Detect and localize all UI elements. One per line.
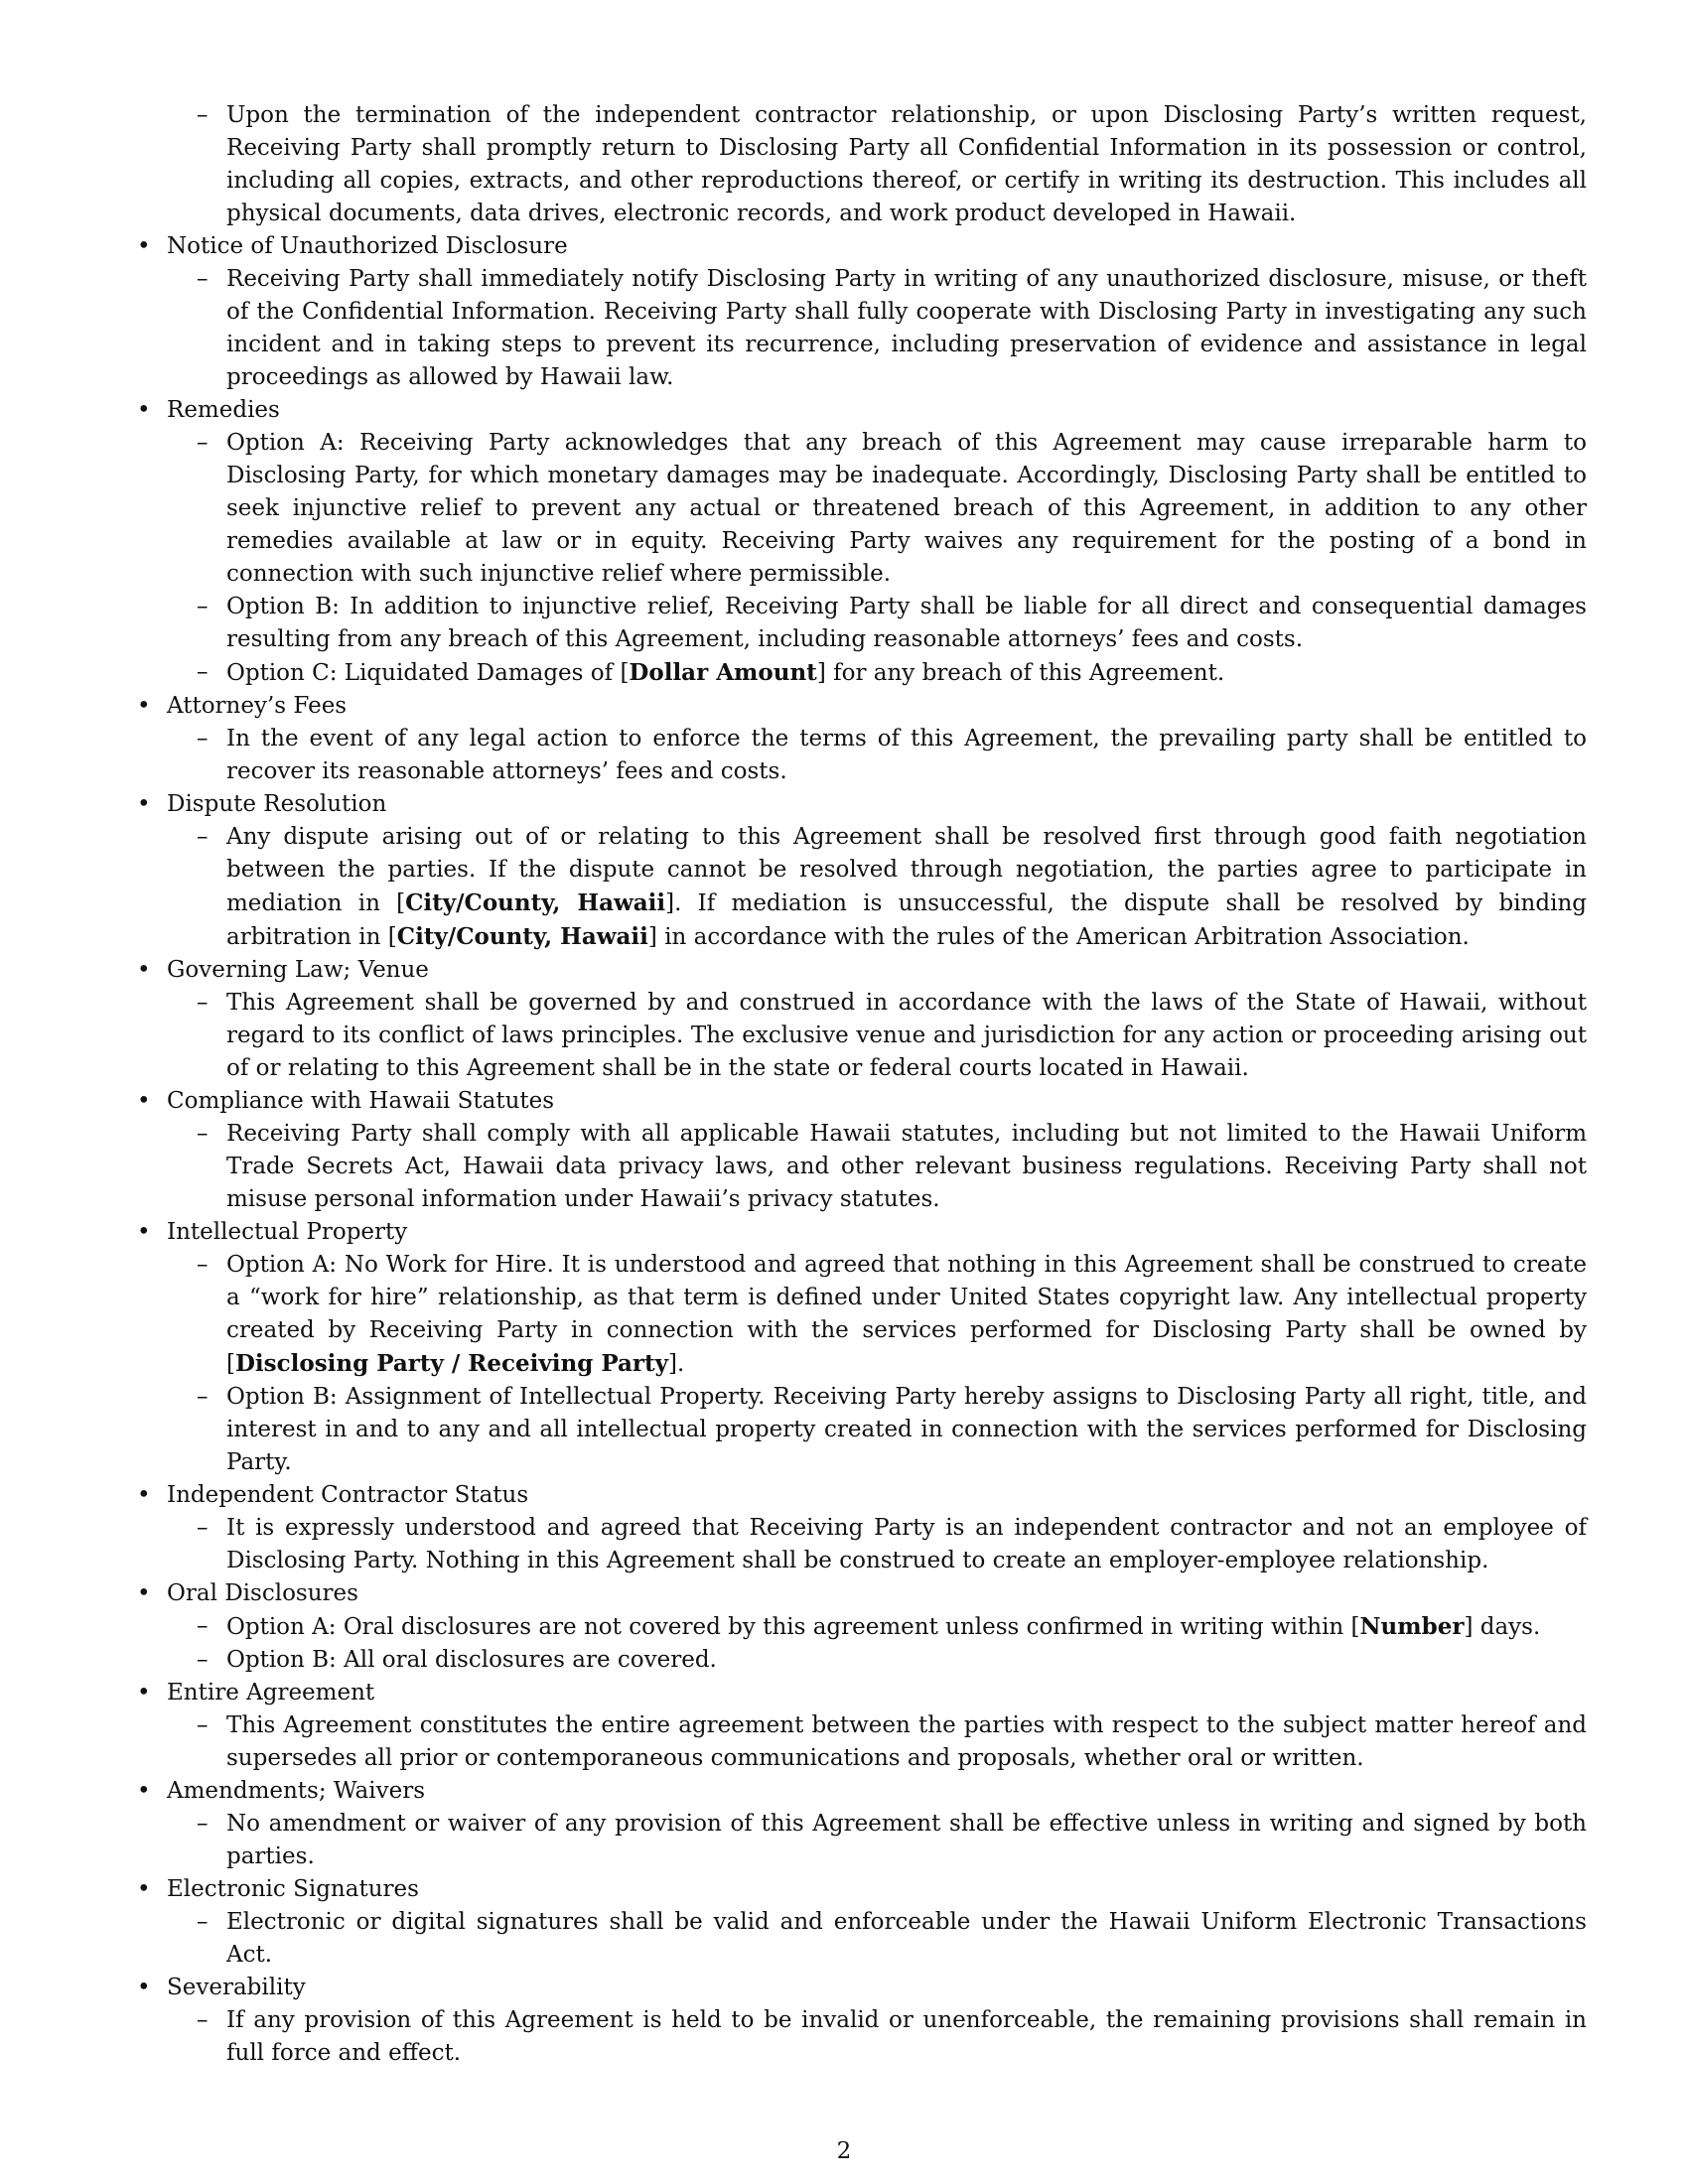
- dash-marker: –: [197, 430, 209, 456]
- section-heading: [135, 1577, 1587, 1610]
- section-heading: [135, 690, 1587, 723]
- clause-text: This Agreement shall be governed by and construed in accordance with the laws of the State of Hawaii, without regard to its conflict of laws principles. The exclusive venue and jurisdiction for any action or proceeding arising out of or relating to this Agreement shall be in the state or federal courts located in Hawaii.: [226, 990, 1587, 1081]
- clause-item: [135, 821, 1587, 954]
- clause-text: ] days.: [1464, 1614, 1541, 1640]
- clause-text: Option B: Assignment of Intellectual Property. Receiving Party hereby assigns to Disclosing Party all right, title, and interest in and to any and all intellectual property created in connection with the services performed for Disclosing Party.: [226, 1384, 1587, 1475]
- clause-section: [135, 1085, 1587, 1216]
- section-heading: [135, 394, 1587, 427]
- clause-item: [135, 99, 1587, 230]
- section-title-text: Attorney’s Fees: [167, 693, 348, 719]
- bullet-marker: •: [137, 957, 151, 983]
- clause-text: Upon the termination of the independent contractor relationship, or upon Disclosing Party’s written request, Receiving Party shall promptly return to Disclosing Party all Confidential Information in its possession or control, including all copies, extracts, and other reproductions thereof, or certify in writing its destruction. This includes all physical documents, data drives, electronic records, and work product developed in Hawaii.: [226, 102, 1587, 226]
- clause-item: [135, 1808, 1587, 1873]
- bullet-marker: •: [137, 693, 151, 719]
- dash-marker: –: [197, 1121, 209, 1147]
- clause-item: [135, 427, 1587, 591]
- placeholder-field: Dollar Amount: [629, 659, 817, 686]
- bullet-marker: •: [137, 1219, 151, 1245]
- clause-text: ].: [668, 1351, 685, 1377]
- dash-marker: –: [197, 594, 209, 619]
- clause-text: Electronic or digital signatures shall be valid and enforceable under the Hawaii Uniform Electronic Transactions Act.: [226, 1909, 1587, 1968]
- dash-marker: –: [197, 2007, 209, 2033]
- clause-item: [135, 263, 1587, 394]
- clause-section: [135, 394, 1587, 690]
- clause-section: [135, 954, 1587, 1085]
- clause-text: ]. If mediation is unsuccessful, the dispute shall be resolved by binding arbitration in [: [226, 890, 1587, 950]
- bullet-marker: •: [137, 1975, 151, 2000]
- dash-marker: –: [197, 659, 209, 685]
- clause-item: [135, 1512, 1587, 1577]
- clause-item: [135, 1709, 1587, 1775]
- clause-item: [135, 1249, 1587, 1381]
- clause-section: [135, 1677, 1587, 1775]
- clause-text: Option A: Receiving Party acknowledges that any breach of this Agreement may cause irreparable harm to Disclosing Party, for which monetary damages may be inadequate. Accordingly, Disclosing Party shall be entitled to seek injunctive relief to prevent any actual or threatened breach of this Agreement, in addition to any other remedies available at law or in equity. Receiving Party waives any requirement for the posting of a bond in connection with such injunctive relief where permissible.: [226, 430, 1587, 587]
- clause-section: [135, 1972, 1587, 2070]
- clause-text: Option B: All oral disclosures are covered.: [226, 1647, 717, 1673]
- section-heading: [135, 1972, 1587, 2004]
- section-title-text: Compliance with Hawaii Statutes: [167, 1088, 555, 1114]
- dash-marker: –: [197, 1384, 209, 1410]
- clause-item: [135, 723, 1587, 788]
- dash-marker: –: [197, 266, 209, 292]
- clause-item: [135, 1610, 1587, 1644]
- clause-section: [135, 1775, 1587, 1873]
- clause-item: [135, 656, 1587, 690]
- dash-marker: –: [197, 824, 209, 850]
- clause-text: In the event of any legal action to enforce the terms of this Agreement, the prevailing party shall be entitled to recover its reasonable attorneys’ fees and costs.: [226, 726, 1587, 784]
- bullet-marker: •: [137, 791, 151, 817]
- section-title-text: Independent Contractor Status: [167, 1482, 529, 1508]
- clause-section: [135, 1873, 1587, 1972]
- clause-text: It is expressly understood and agreed that Receiving Party is an independent contractor and not an employee of Disclosing Party. Nothing in this Agreement shall be construed to create an employer-employee relationship.: [226, 1515, 1587, 1573]
- placeholder-field: Number: [1359, 1613, 1465, 1640]
- clause-section: [135, 1479, 1587, 1577]
- bullet-marker: •: [137, 233, 151, 259]
- dash-marker: –: [197, 1909, 209, 1935]
- clause-item: [135, 2004, 1587, 2070]
- dash-marker: –: [197, 1515, 209, 1541]
- clause-section: [135, 788, 1587, 954]
- bullet-marker: •: [137, 1778, 151, 1804]
- dash-marker: –: [197, 1252, 209, 1278]
- bullet-marker: •: [137, 1680, 151, 1706]
- clause-text: Receiving Party shall comply with all applicable Hawaii statutes, including but not limited to the Hawaii Uniform Trade Secrets Act, Hawaii data privacy laws, and other relevant business regulations. Receiving Party shall not misuse personal information under Hawaii’s privacy statutes.: [226, 1121, 1587, 1212]
- clause-section: [135, 1577, 1587, 1677]
- clause-text: If any provision of this Agreement is held to be invalid or unenforceable, the remaining provisions shall remain in full force and effect.: [226, 2007, 1587, 2066]
- bullet-marker: •: [137, 1876, 151, 1902]
- section-title-text: Governing Law; Venue: [167, 957, 429, 983]
- section-heading: [135, 788, 1587, 821]
- placeholder-field: City/County, Hawaii: [405, 889, 666, 916]
- dash-marker: –: [197, 726, 209, 751]
- section-title-text: Amendments; Waivers: [167, 1778, 426, 1804]
- clause-text: This Agreement constitutes the entire agreement between the parties with respect to the subject matter hereof and supersedes all prior or contemporaneous communications and proposals, whether oral or written.: [226, 1712, 1587, 1771]
- dash-marker: –: [197, 1712, 209, 1738]
- section-heading: [135, 1677, 1587, 1709]
- bullet-marker: •: [137, 397, 151, 423]
- section-heading: [135, 1479, 1587, 1512]
- clause-item: [135, 1381, 1587, 1479]
- dash-marker: –: [197, 1811, 209, 1837]
- clause-section: [135, 230, 1587, 394]
- clause-text: Any dispute arising out of or relating to this Agreement shall be resolved first through good faith negotiation between the parties. If the dispute cannot be resolved through negotiation, the parties agree to participate in mediation in [: [226, 824, 1587, 916]
- clause-text: Option C: Liquidated Damages of [: [226, 660, 630, 686]
- section-title-text: Severability: [167, 1975, 306, 2000]
- section-heading: [135, 1873, 1587, 1906]
- section-heading: [135, 230, 1587, 263]
- agreement-clauses: [135, 99, 1587, 2070]
- section-title-text: Notice of Unauthorized Disclosure: [167, 233, 568, 259]
- placeholder-field: City/County, Hawaii: [396, 923, 648, 950]
- bullet-marker: •: [137, 1088, 151, 1114]
- clause-text: Option A: Oral disclosures are not covered by this agreement unless confirmed in writing within [: [226, 1614, 1360, 1640]
- clause-text: Receiving Party shall immediately notify Disclosing Party in writing of any unauthorized disclosure, misuse, or theft of the Confidential Information. Receiving Party shall fully cooperate with Disclosing Party in investigating any such incident and in taking steps to prevent its recurrence, including preservation of evidence and assistance in legal proceedings as allowed by Hawaii law.: [226, 266, 1587, 390]
- section-heading: [135, 954, 1587, 987]
- clause-item: [135, 1644, 1587, 1677]
- clause-section: [135, 1216, 1587, 1479]
- section-title-text: Electronic Signatures: [167, 1876, 419, 1902]
- section-title-text: Oral Disclosures: [167, 1580, 358, 1606]
- clause-text: ] in accordance with the rules of the American Arbitration Association.: [647, 924, 1470, 950]
- section-heading: [135, 1085, 1587, 1118]
- dash-marker: –: [197, 1647, 209, 1673]
- section-title-text: Remedies: [167, 397, 280, 423]
- section-title-text: Dispute Resolution: [167, 791, 387, 817]
- dash-marker: –: [197, 990, 209, 1016]
- section-title-text: Entire Agreement: [167, 1680, 375, 1706]
- clause-item: [135, 1906, 1587, 1972]
- bullet-marker: •: [137, 1482, 151, 1508]
- section-heading: [135, 1775, 1587, 1808]
- clause-text: No amendment or waiver of any provision of this Agreement shall be effective unless in writing and signed by both parties.: [226, 1811, 1587, 1869]
- section-title-text: Intellectual Property: [167, 1219, 408, 1245]
- dash-marker: –: [197, 102, 209, 128]
- clause-text: Option B: In addition to injunctive relief, Receiving Party shall be liable for all direct and consequential damages resulting from any breach of this Agreement, including reasonable attorneys’ fees and costs.: [226, 594, 1587, 652]
- clause-item: [135, 987, 1587, 1085]
- placeholder-field: Disclosing Party / Receiving Party: [234, 1350, 669, 1377]
- clause-text: Option A: No Work for Hire. It is understood and agreed that nothing in this Agreement shall be construed to create a “work for hire” relationship, as that term is defined under United States copyright law. Any intellectual property created by Receiving Party in connection with the services performed for Disclosing Party shall be owned by [: [226, 1252, 1587, 1377]
- clause-section: [135, 690, 1587, 788]
- clause-item: [135, 591, 1587, 656]
- dash-marker: –: [197, 1613, 209, 1639]
- clause-text: ] for any breach of this Agreement.: [816, 660, 1225, 686]
- page-number: 2: [836, 2138, 852, 2164]
- section-heading: [135, 1216, 1587, 1249]
- clause-item: [135, 1118, 1587, 1216]
- bullet-marker: •: [137, 1580, 151, 1606]
